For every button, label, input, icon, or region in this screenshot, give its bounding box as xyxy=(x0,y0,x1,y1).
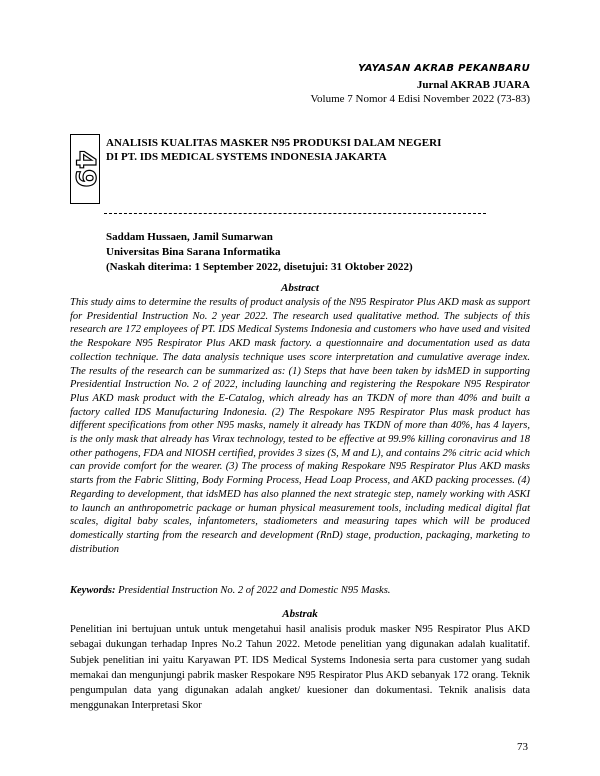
article-title xyxy=(106,136,526,164)
article-number-box xyxy=(70,134,100,204)
article-title-line-2: DI PT. IDS MEDICAL SYSTEMS INDONESIA JAKARTA xyxy=(106,151,387,163)
title-divider xyxy=(104,213,486,214)
page-number: 73 xyxy=(517,741,528,753)
keywords-text: Presidential Instruction No. 2 of 2022 and Domestic N95 Masks. xyxy=(118,585,391,596)
keywords-label: Keywords: xyxy=(70,585,116,596)
abstrak-heading: Abstrak xyxy=(282,608,318,620)
submission-dates: (Naskah diterima: 1 September 2022, disetujui: 31 Oktober 2022) xyxy=(106,261,413,273)
abstract-heading: Abstract xyxy=(281,282,319,294)
abstract-english: This study aims to determine the results of product analysis of the N95 Respirator Plus AKD mask as support for Presidential Instruction No. 2 year 2022. The research used qualitative method. The subjects of this research are 172 employees of PT. IDS Medical Systems Indonesia and customers who have used and visited the Respokare N95 Respirator Plus AKD mask factory. a questionnaire and documentation used as data collection technique. The data analysis technique uses score interpretation and cumulative average index. The results of the research can be summarized as: (1) Steps that have been taken by idsMED in supporting Presidential Instruction No. 2 of 2022, including launching and registering the Respokare N95 Respirator Plus AKD mask product with the E-Catalog, which already has an TKDN of more than 40% and built a factory called IDS Manufacturing Indonesia. (2) The Respokare N95 Respirator Plus mask product has different specifications from other N95 masks, namely it already has TKDN of more than 40%, has 4 layers, is the only mask that already has Virax technology, tested to be effective at 99.9% killing coronavirus and 18 other pathogens, FDA and NIOSH certified, provides 3 sizes (S, M and L), and contains 2% citric acid which can provide comfort for the wearer. (3) The process of making Respokare N95 Respirator Plus AKD masks starts from the Fabric Slitting, Body Forming Process, Head Loap Process, and AKD packing processes. (4) Regarding to development, that idsMED has also planned the next strategic step, namely working with ASKI to launch an anthropometric package or human physical measurement tools, including medical digital flat scales, digital baby scales, infantometers, stadiometers and measuring tapes which will be produced domestically starting from the research and development (RnD) stage, production, packaging, marketing to distribution xyxy=(70,297,530,555)
author-affiliation: Universitas Bina Sarana Informatika xyxy=(106,246,281,258)
article-number: 49 xyxy=(69,150,101,188)
article-title-line-1: ANALISIS KUALITAS MASKER N95 PRODUKSI DALAM NEGERI xyxy=(106,137,442,149)
author-block xyxy=(106,230,413,275)
publisher-name: YAYASAN AKRAB PEKANBARU xyxy=(358,63,530,74)
journal-name: Jurnal AKRAB JUARA xyxy=(416,79,530,91)
author-names: Saddam Hussaen, Jamil Sumarwan xyxy=(106,231,273,243)
journal-volume: Volume 7 Nomor 4 Edisi November 2022 (73-83) xyxy=(310,93,530,105)
keywords xyxy=(70,584,530,598)
abstrak-indonesian: Penelitian ini bertujuan untuk untuk mengetahui hasil analisis produk masker N95 Respirator Plus AKD sebagai dukungan terhadap Inpres No.2 Tahun 2022. Metode penelitian yang digunakan adalah kualitatif. Subjek penelitian ini yaitu Karyawan PT. IDS Medical Systems Indonesia serta para customer yang sudah memakai dan mengunjungi pabrik masker Respokare N95 Respirator Plus AKD sebanyak 172 orang. Teknik pengumpulan data yang digunakan adalah angket/ kuesioner dan dokumentasi. Teknik analisis data menggunakan Interpretasi Skor xyxy=(70,624,530,712)
